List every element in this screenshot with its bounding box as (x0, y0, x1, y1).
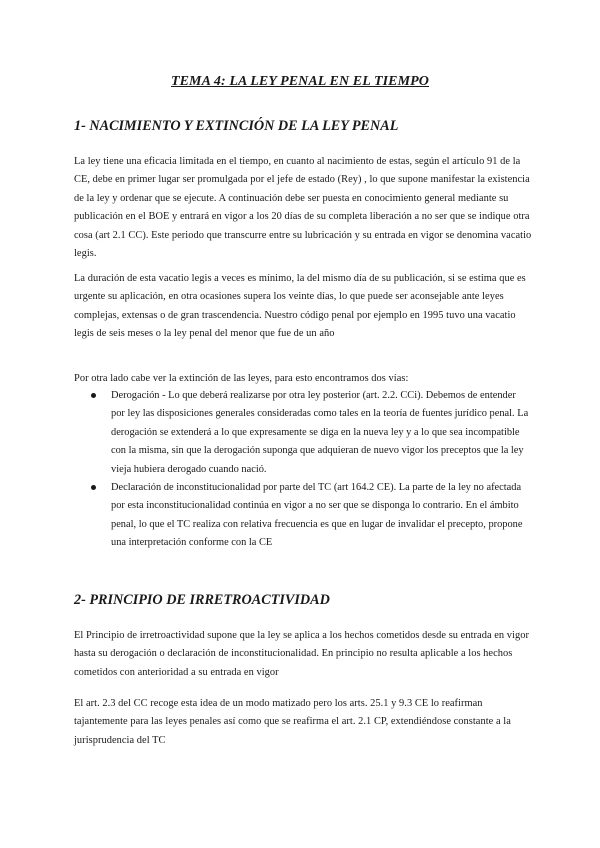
bullet-item-derogacion (74, 387, 532, 479)
paragraph-nacimiento: La ley tiene una eficacia limitada en el tiempo, en cuanto al nacimiento de estas, según el artículo 91 de la CE, debe en primer lugar ser promulgada por el jefe de estado (Rey) , lo que supone manifestar la existencia de la ley y ordenar que se ejecute. A continuación debe ser puesta en conocimiento general mediante su publicación en el BOE y entrará en vigor a los 20 días de su completa liberación a no ser que se indique otra cosa (art 2.1 CC). Este periodo que transcurre entre su lubricación y su entrada en vigor se denomina vacatio legis. (74, 156, 532, 260)
paragraph-irretroactividad: El Principio de irretroactividad supone que la ley se aplica a los hechos cometidos desde su entrada en vigor hasta su derogación o declaración de inconstitucionalidad. En principio no resulta aplicable a los hechos cometidos con anterioridad a su entrada en vigor (74, 630, 529, 678)
section-heading-irretroactividad: 2- PRINCIPIO DE IRRETROACTIVIDAD (74, 592, 330, 608)
bullet-dot-icon (91, 393, 96, 398)
extincion-bullet-list (74, 387, 532, 553)
bullet-text-inconstitucionalidad: Declaración de inconstitucionalidad por parte del TC (art 164.2 CE). La parte de la ley no afectada por esta inconstitucionalidad continúa en vigor a no ser que se disponga lo contrario. En el ámbito penal, lo que el TC realiza con relativa frecuencia es que en lugar de invalidar el precepto, propone una interpretación conforme con la CE (111, 482, 523, 549)
section-heading-nacimiento: 1- NACIMIENTO Y EXTINCIÓN DE LA LEY PENAL (74, 118, 399, 134)
bullet-item-inconstitucionalidad (74, 479, 532, 553)
bullet-dot-icon (91, 485, 96, 490)
paragraph-art-2-3: El art. 2.3 del CC recoge esta idea de un modo matizado pero los arts. 25.1 y 9.3 CE lo reafirman tajantemente para las leyes penales así como que se reafirma el art. 2.1 CP, extendiéndose constante a la jurisprudencia del TC (74, 698, 511, 746)
paragraph-vacatio-legis: La duración de esta vacatio legis a veces es mínimo, la del mismo día de su publicación, si se estima que es urgente su aplicación, en otra ocasiones supera los veinte días, lo que puede ser aconsejable ante leyes complejas, extensas o de gran trascendencia. Nuestro código penal por ejemplo en 1995 tuvo una vacatio legis de seis meses o la ley penal del menor que fue de un año (74, 273, 526, 340)
document-title: TEMA 4: LA LEY PENAL EN EL TIEMPO (170, 74, 430, 89)
bullet-text-derogacion: Derogación - Lo que deberá realizarse por otra ley posterior (art. 2.2. CCi). Debemos de entender por ley las disposiciones generales consideradas como tales en la teoría de fuentes jurídico penal. La derogación se extenderá a lo que expresamente se diga en la nueva ley y a lo que sea incompatible con la misma, sin que la derogación suponga que adquieran de nuevo vigor los preceptos que la ley vieja hubiera derogado cuando nació. (111, 390, 529, 475)
paragraph-extincion-intro: Por otra lado cabe ver la extinción de las leyes, para esto encontramos dos vías: (74, 373, 409, 384)
